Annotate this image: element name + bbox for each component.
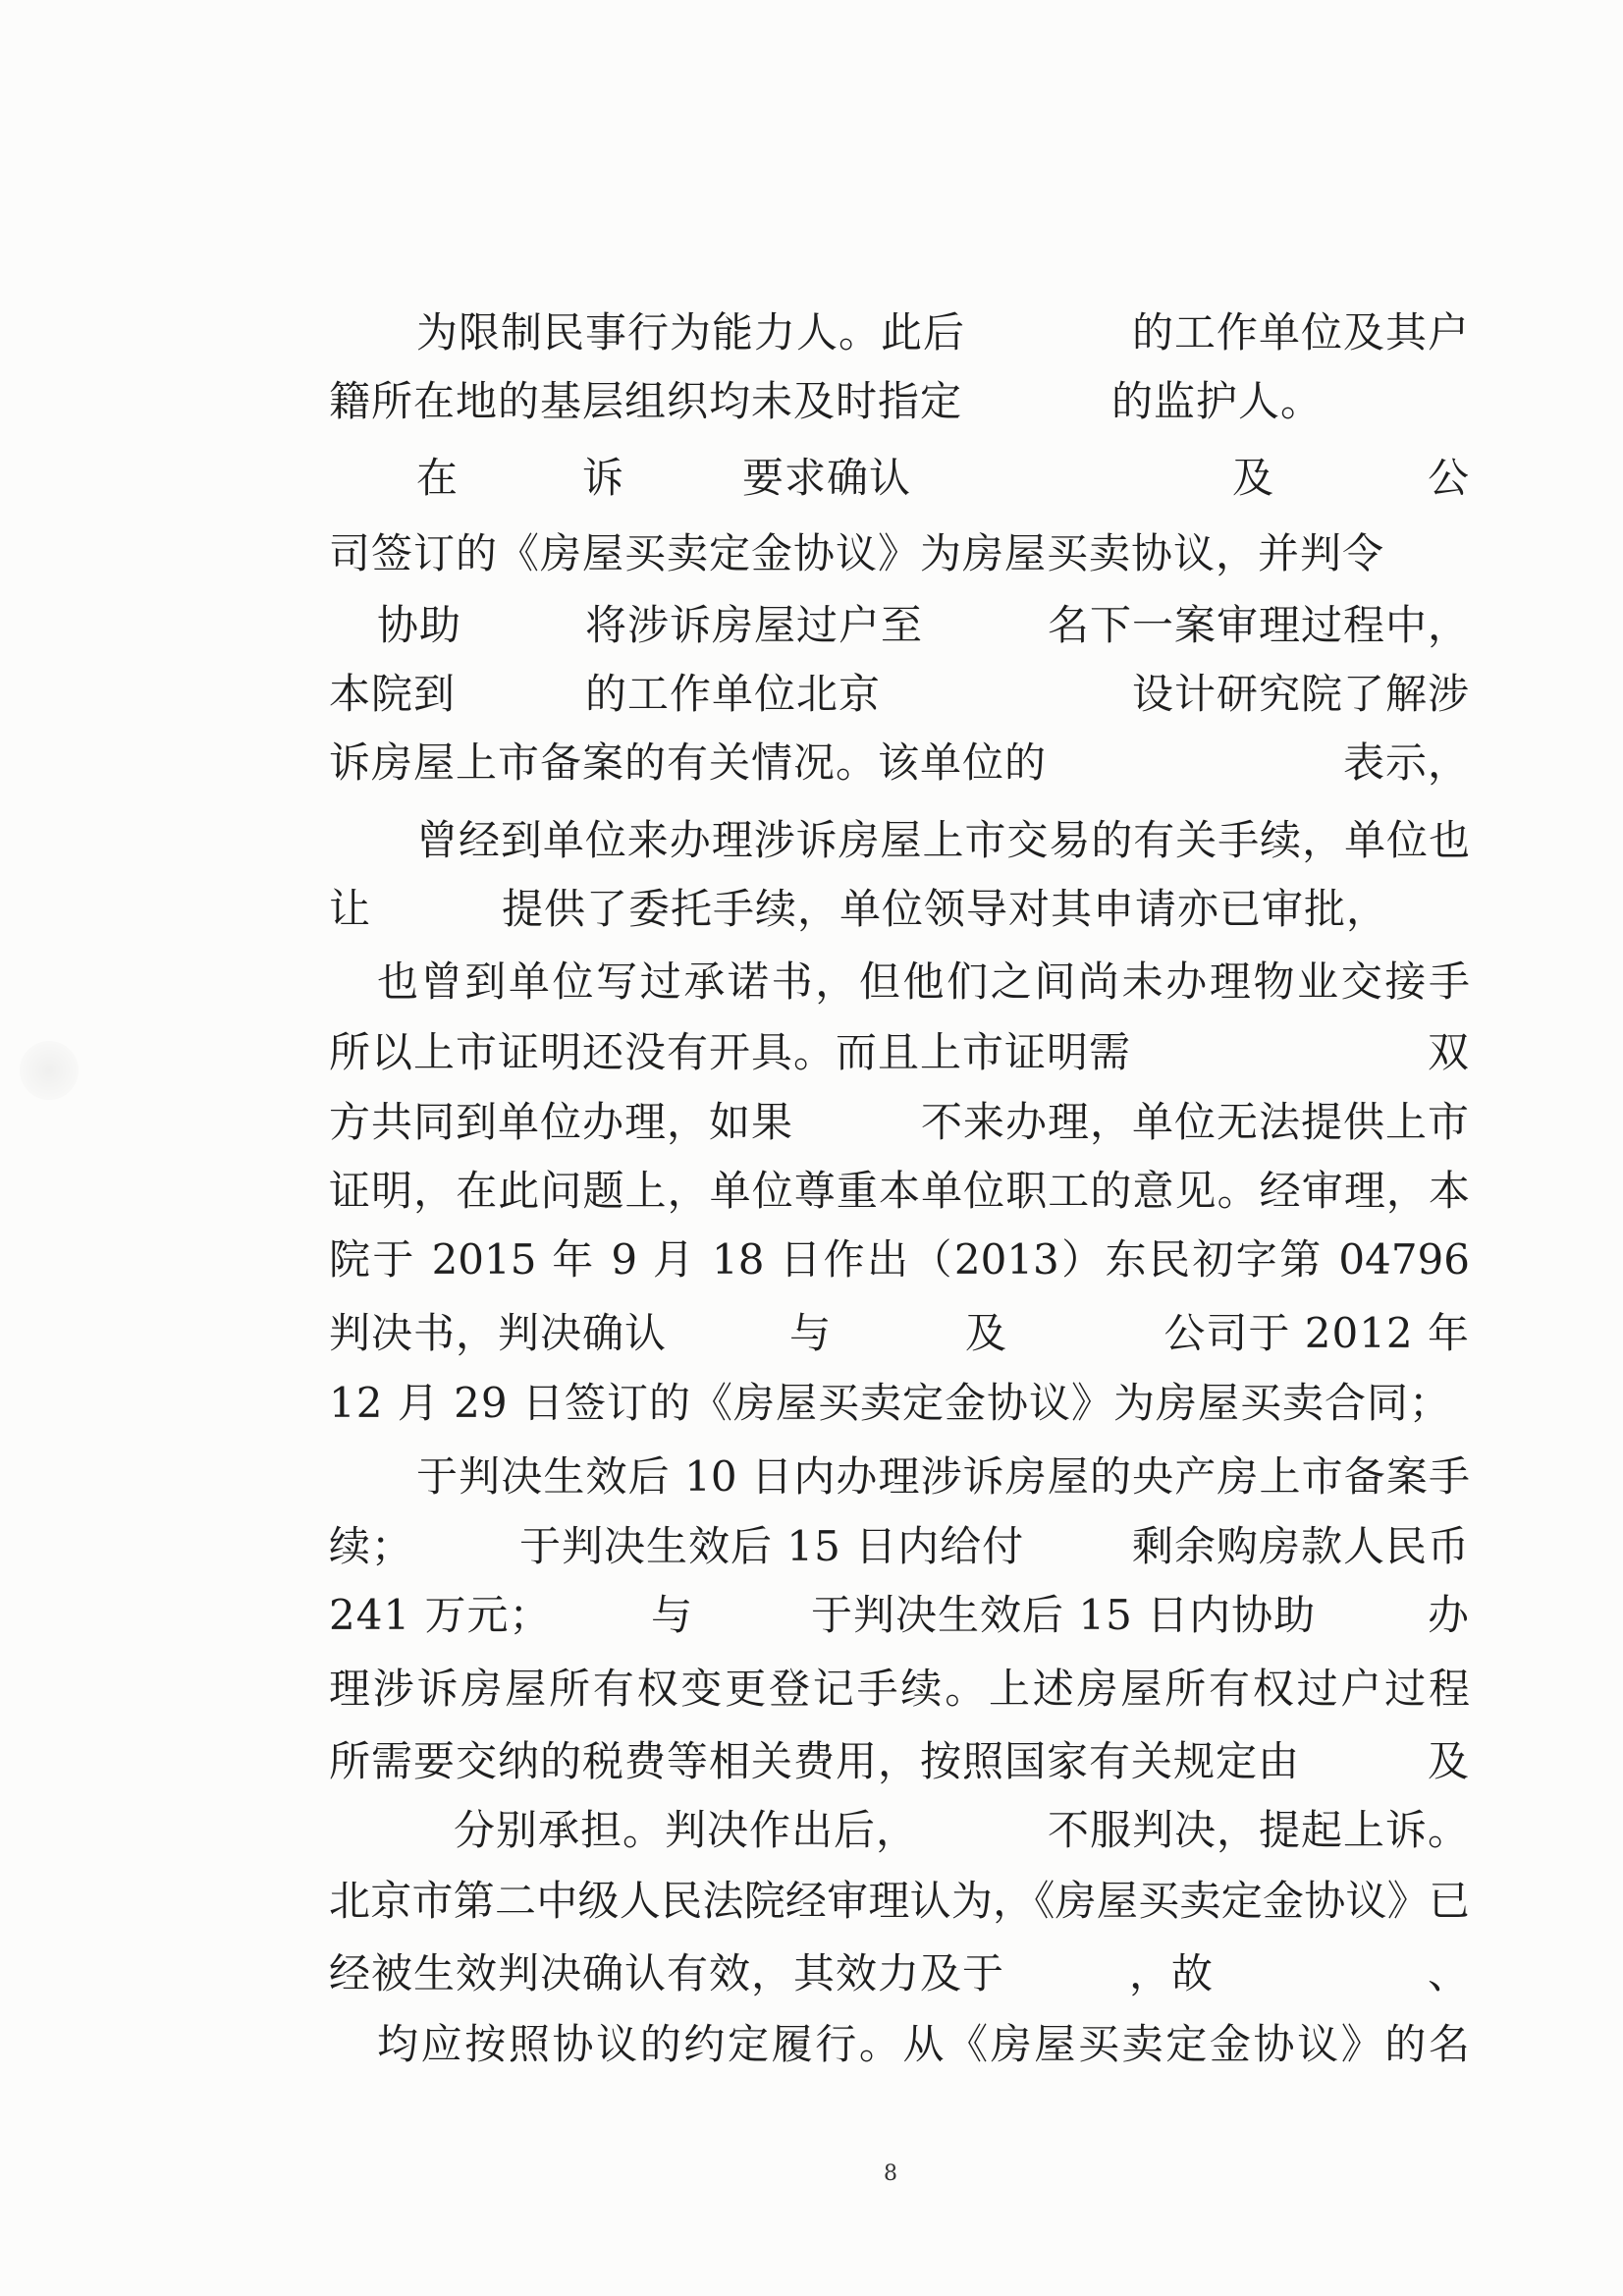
text-segment: 判决书，判决确认 [329,1309,668,1357]
text-segment: 241 万元； [329,1591,552,1639]
text-segment: ，故 [1129,1949,1215,1997]
text-segment: 在 [416,454,460,502]
text-segment: 名下一案审理过程中， [1047,601,1470,649]
text-line: 证明，在此问题上，单位尊重本单位职工的意见。经审理，本 [329,1167,1470,1215]
text-segment: 及 [965,1309,1008,1357]
text-line: 曾经到单位来办理涉诉房屋上市交易的有关手续，单位也 [416,816,1470,864]
text-segment: 公 [1427,454,1470,502]
text-segment: 不服判决，提起上诉。 [1047,1806,1470,1854]
text-segment: 的工作单位及其户 [1131,308,1470,356]
text-segment: 设计研究院了解涉 [1131,670,1470,718]
text-segment: 协助 [377,601,462,649]
text-segment: 诉房屋上市备案的有关情况。该单位的 [329,738,1048,787]
text-segment: 籍所在地的基层组织均未及时指定 [329,377,963,425]
text-segment: 剩余购房款人民币 [1131,1522,1470,1570]
text-segment: 表示， [1342,738,1470,787]
text-segment: 办 [1427,1591,1470,1639]
text-line: 北京市第二中级人民法院经审理认为，《房屋买卖定金协议》已 [329,1877,1470,1925]
scan-smudge [20,1041,79,1100]
text-line: 均应按照协议的约定履行。从《房屋买卖定金协议》的名 [377,2020,1470,2068]
text-line: 院于 2015 年 9 月 18 日作出（2013）东民初字第 04796 [329,1235,1470,1284]
text-segment: 于判决生效后 15 日内协助 [811,1591,1317,1639]
page-number: 8 [884,2161,897,2186]
text-segment: 将涉诉房屋过户至 [585,601,924,649]
text-line: 也曾到单位写过承诺书，但他们之间尚未办理物业交接手 [377,957,1470,1006]
text-segment: 及 [1427,1737,1470,1785]
text-segment: 要求确认 [742,454,912,502]
text-segment: 与 [789,1309,833,1357]
text-line: 于判决生效后 10 日内办理涉诉房屋的央产房上市备案手 [416,1452,1470,1501]
text-segment: 双 [1427,1028,1470,1076]
text-segment: 所需要交纳的税费等相关费用，按照国家有关规定由 [329,1737,1301,1785]
text-segment: 方共同到单位办理，如果 [329,1098,794,1146]
text-segment: 12 月 29 日签订的《房屋买卖定金协议》为房屋买卖合同； [329,1379,1451,1427]
text-segment: 所以上市证明还没有开具。而且上市证明需 [329,1028,1132,1076]
text-segment: 本院到 [329,670,457,718]
text-segment: 分别承担。判决作出后， [454,1806,919,1854]
text-segment: 诉 [582,454,625,502]
text-segment: 让 [329,885,372,933]
text-line: 理涉诉房屋所有权变更登记手续。上述房屋所有权过户过程 [329,1665,1470,1713]
text-segment: 经被生效判决确认有效，其效力及于 [329,1949,1005,1997]
text-segment: 司签订的《房屋买卖定金协议》为房屋买卖协议，并判令 [329,529,1385,577]
text-segment: 提供了委托手续，单位领导对其申请亦已审批， [502,885,1389,933]
text-segment: 的监护人。 [1111,377,1324,425]
text-segment: 及 [1232,454,1275,502]
text-segment: 不来办理，单位无法提供上市 [920,1098,1470,1146]
text-segment: 的工作单位北京 [585,670,882,718]
text-segment: 续； [329,1522,414,1570]
text-segment: 为限制民事行为能力人。此后 [416,308,966,356]
text-segment: 、 [1427,1949,1470,1997]
text-segment: 与 [651,1591,694,1639]
text-segment: 于判决生效后 15 日内给付 [519,1522,1025,1570]
text-segment: 公司于 2012 年 [1163,1309,1470,1357]
